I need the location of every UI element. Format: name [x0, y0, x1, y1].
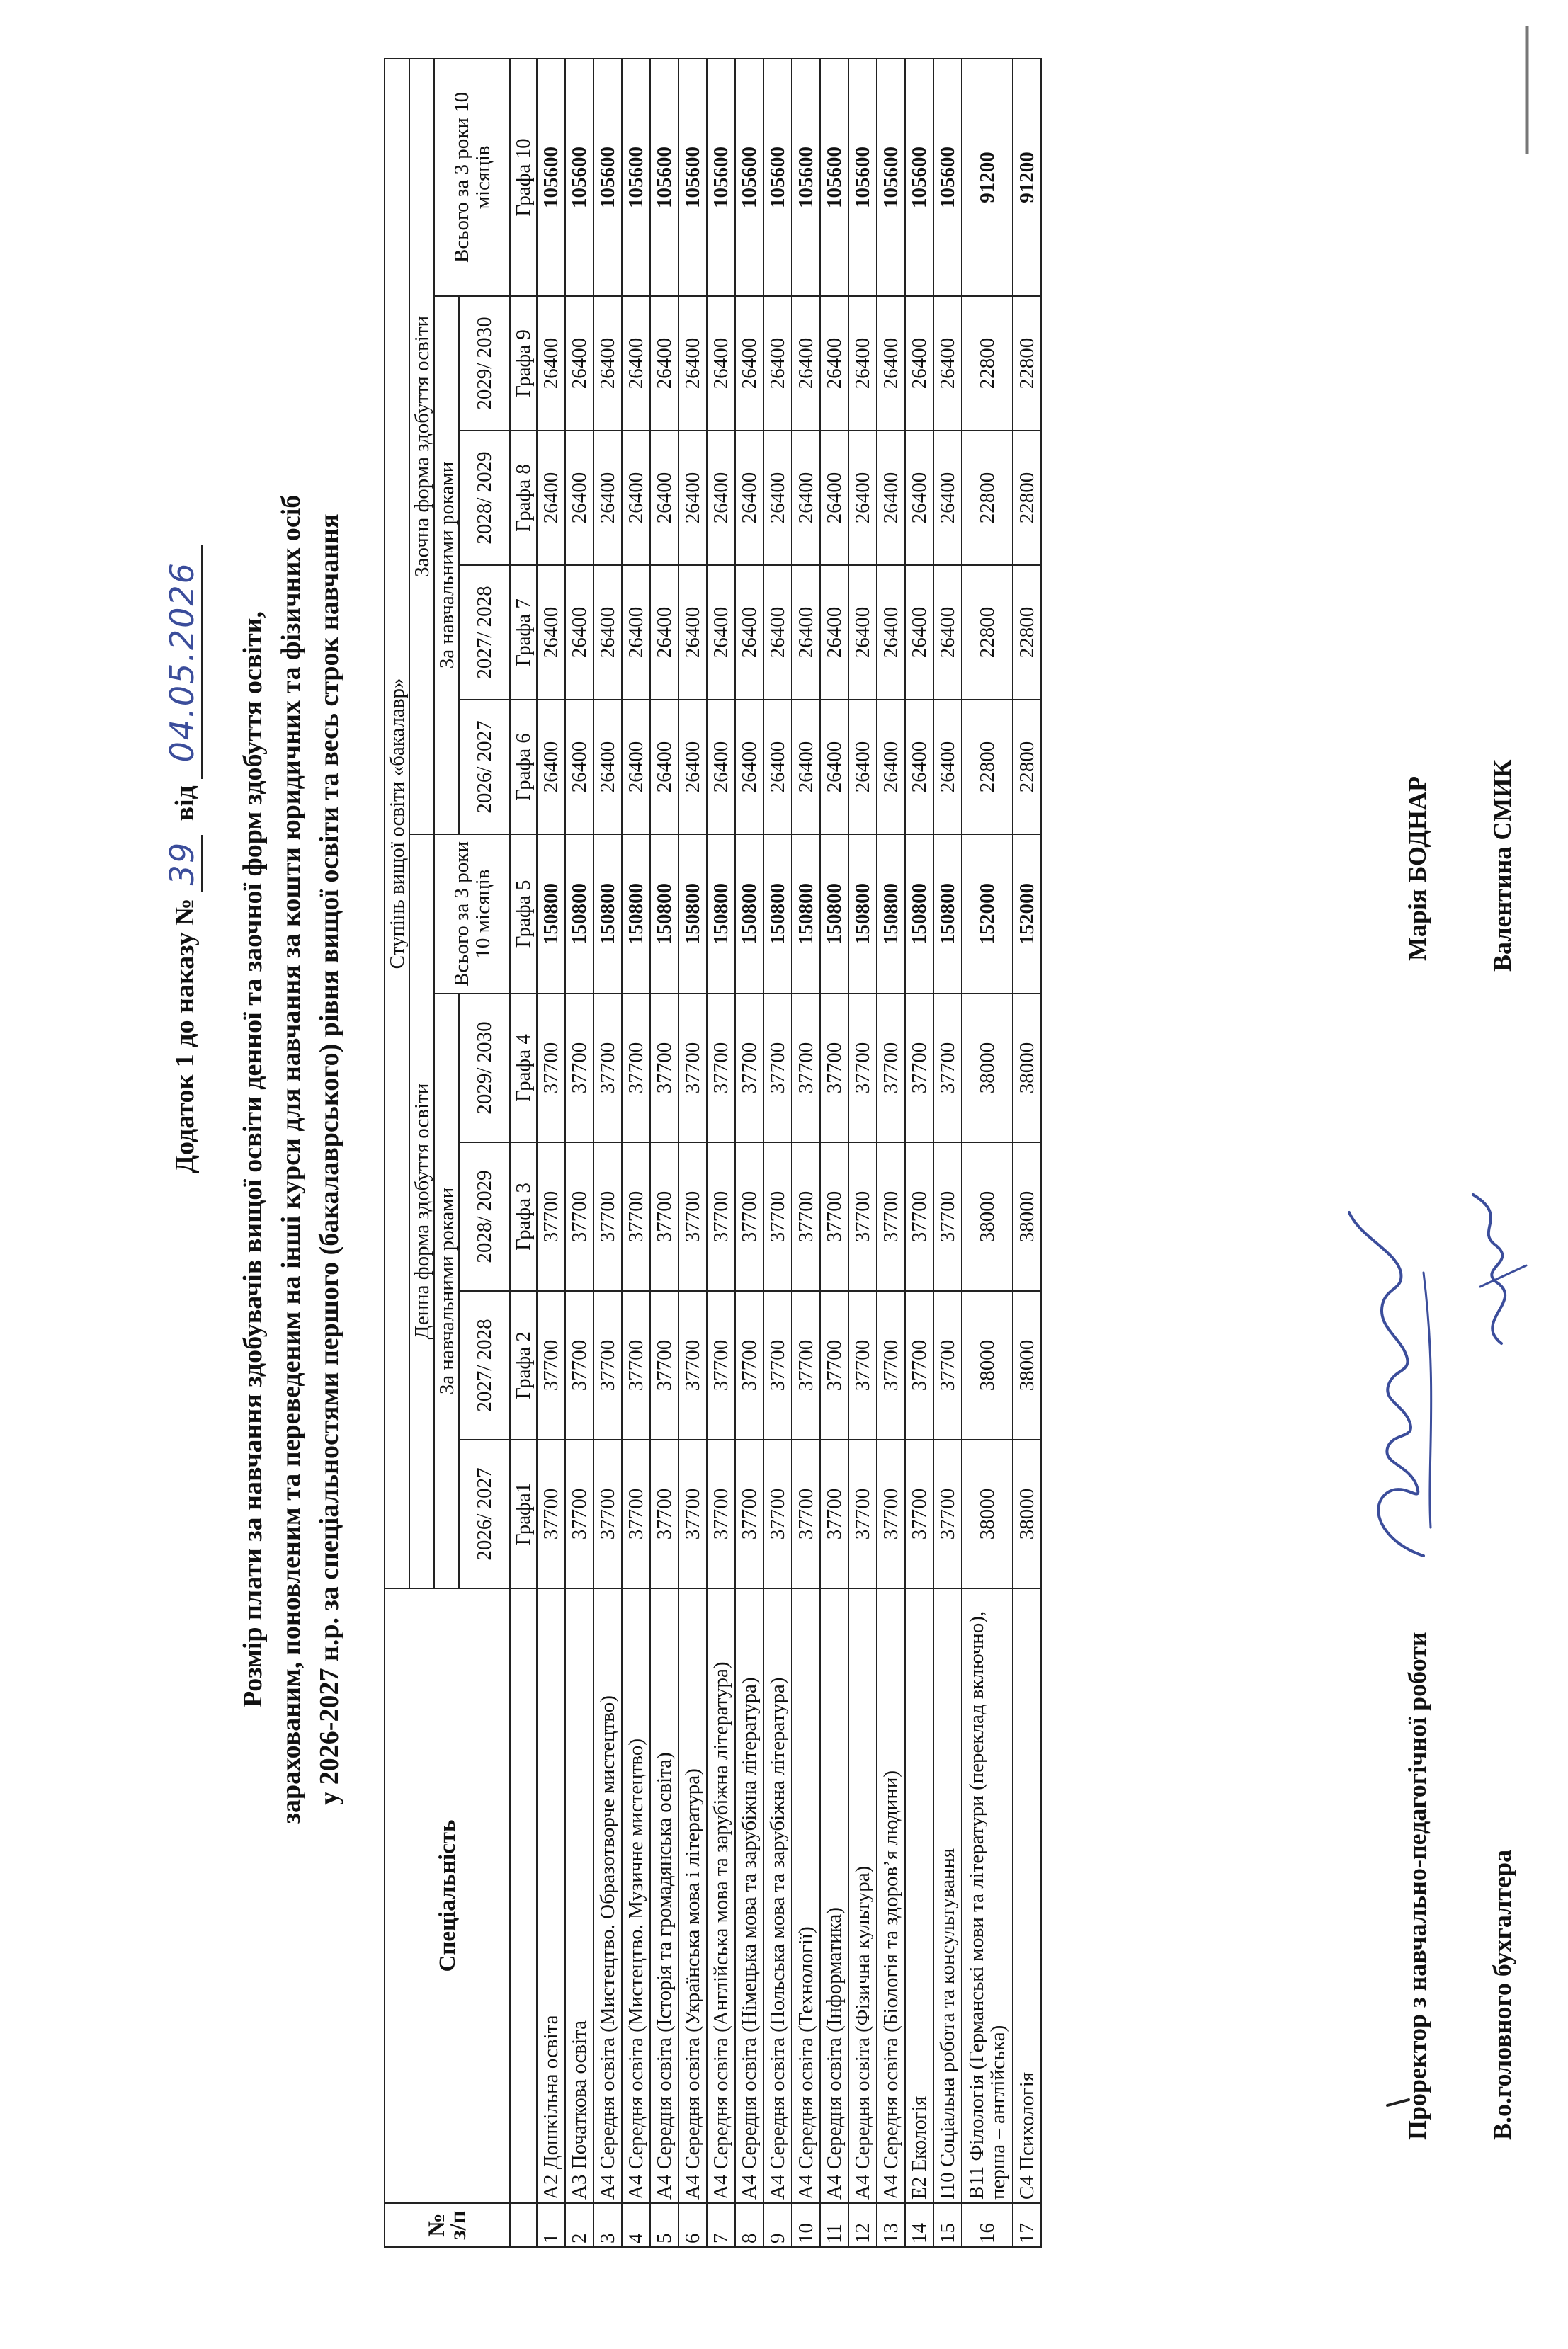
- row-total-cell: 105600: [650, 59, 678, 296]
- row-fee-cell: 37700: [593, 994, 622, 1142]
- row-fee-cell: 38000: [1013, 1440, 1041, 1588]
- row-number: 12: [848, 2203, 877, 2247]
- row-fee-cell: 37700: [622, 994, 650, 1142]
- date-prefix: від: [170, 785, 200, 821]
- row-fee-cell: 37700: [877, 1440, 905, 1588]
- row-fee-cell: 37700: [735, 994, 763, 1142]
- table-row: [678, 59, 707, 2247]
- grafa-cell: Графа 9: [510, 296, 537, 431]
- row-fee-cell: 26400: [763, 700, 792, 834]
- row-fee-cell: 37700: [820, 1142, 848, 1291]
- row-fee-cell: 37700: [848, 1440, 877, 1588]
- row-total-cell: 150800: [537, 834, 565, 994]
- row-total-cell: 150800: [707, 834, 735, 994]
- year-cell: 2026/ 2027: [459, 700, 510, 834]
- grafa-cell: Графа1: [510, 1440, 537, 1588]
- row-fee-cell: 26400: [877, 431, 905, 565]
- header-row-grafa: [510, 59, 537, 2247]
- row-fee-cell: 26400: [735, 565, 763, 700]
- vice-rector-signature: [1339, 1202, 1459, 1570]
- row-fee-cell: 37700: [792, 1440, 820, 1588]
- row-total-cell: 105600: [678, 59, 707, 296]
- row-fee-cell: 26400: [593, 565, 622, 700]
- row-fee-cell: 26400: [678, 431, 707, 565]
- row-fee-cell: 26400: [678, 296, 707, 431]
- row-specialty: Е2 Екологія: [905, 1588, 933, 2203]
- row-fee-cell: 37700: [593, 1291, 622, 1440]
- row-fee-cell: 26400: [792, 431, 820, 565]
- row-fee-cell: 26400: [933, 700, 962, 834]
- order-number: 39: [163, 841, 201, 886]
- row-total-cell: 150800: [877, 834, 905, 994]
- row-fee-cell: 38000: [1013, 1142, 1041, 1291]
- grafa-cell: Графа 5: [510, 834, 537, 994]
- row-fee-cell: 26400: [678, 565, 707, 700]
- row-fee-cell: 26400: [678, 700, 707, 834]
- row-fee-cell: 37700: [877, 1291, 905, 1440]
- row-fee-cell: 26400: [763, 431, 792, 565]
- row-fee-cell: 37700: [792, 994, 820, 1142]
- row-total-cell: 105600: [820, 59, 848, 296]
- row-fee-cell: 37700: [735, 1142, 763, 1291]
- row-total-cell: 152000: [1013, 834, 1041, 994]
- row-fee-cell: 26400: [565, 565, 593, 700]
- row-total-cell: 150800: [565, 834, 593, 994]
- header-full-time-total: Всього за 3 роки 10 місяців: [434, 834, 510, 994]
- year-cell: 2029/ 2030: [459, 296, 510, 431]
- row-specialty: А4 Середня освіта (Польська мова та зарубіжна література): [763, 1588, 792, 2203]
- grafa-cell: Графа 3: [510, 1142, 537, 1291]
- row-fee-cell: 37700: [905, 1440, 933, 1588]
- table-body: [537, 59, 1041, 2247]
- table-row: [905, 59, 933, 2247]
- title-line-2: зарахованим, поновленим та переведеним на інші курси для навчання за кошти юридичних та фізичних осіб: [276, 494, 306, 1824]
- row-fee-cell: 26400: [763, 296, 792, 431]
- row-fee-cell: 37700: [593, 1440, 622, 1588]
- row-total-cell: 105600: [622, 59, 650, 296]
- vice-rector-title: Проректор з навчально-педагогічної роботи: [1403, 1632, 1431, 2140]
- row-specialty: А4 Середня освіта (Технології): [792, 1588, 820, 2203]
- row-fee-cell: 26400: [763, 565, 792, 700]
- row-number: 8: [735, 2203, 763, 2247]
- header-specialty: Спеціальність: [385, 1588, 510, 2203]
- row-total-cell: 150800: [792, 834, 820, 994]
- row-total-cell: 105600: [763, 59, 792, 296]
- year-cell: 2027/ 2028: [459, 565, 510, 700]
- row-fee-cell: 22800: [962, 700, 1013, 834]
- row-fee-cell: 26400: [565, 296, 593, 431]
- row-fee-cell: 26400: [707, 700, 735, 834]
- row-number: 4: [622, 2203, 650, 2247]
- row-fee-cell: 37700: [933, 994, 962, 1142]
- row-fee-cell: 26400: [537, 565, 565, 700]
- row-fee-cell: 37700: [565, 994, 593, 1142]
- header-full-time-by-years: За навчальними роками: [434, 994, 459, 1588]
- row-fee-cell: 37700: [820, 994, 848, 1142]
- header-part-time: Заочна форма здобуття освіти: [409, 59, 434, 834]
- row-total-cell: 105600: [537, 59, 565, 296]
- row-number: 9: [763, 2203, 792, 2247]
- row-fee-cell: 22800: [962, 565, 1013, 700]
- row-specialty: І10 Соціальна робота та консультування: [933, 1588, 962, 2203]
- row-fee-cell: 26400: [792, 296, 820, 431]
- annex-header: [163, 26, 203, 1173]
- row-fee-cell: 38000: [962, 994, 1013, 1142]
- row-fee-cell: 37700: [933, 1440, 962, 1588]
- row-fee-cell: 26400: [650, 565, 678, 700]
- row-fee-cell: 26400: [565, 431, 593, 565]
- row-total-cell: 105600: [848, 59, 877, 296]
- row-fee-cell: 37700: [820, 1440, 848, 1588]
- vice-rector-name: Марія БОДНАР: [1403, 776, 1431, 961]
- year-cell: 2026/ 2027: [459, 1440, 510, 1588]
- row-fee-cell: 26400: [933, 296, 962, 431]
- row-fee-cell: 22800: [1013, 700, 1041, 834]
- accountant-name: Валентина СМИК: [1488, 759, 1516, 972]
- header-degree: Ступінь вищої освіти «бакалавр»: [385, 59, 409, 1588]
- row-fee-cell: 37700: [792, 1291, 820, 1440]
- table-row: [622, 59, 650, 2247]
- row-fee-cell: 37700: [707, 1440, 735, 1588]
- row-fee-cell: 26400: [905, 296, 933, 431]
- row-specialty: А4 Середня освіта (Англійська мова та зарубіжна література): [707, 1588, 735, 2203]
- row-fee-cell: 26400: [707, 565, 735, 700]
- row-fee-cell: 37700: [707, 1291, 735, 1440]
- row-fee-cell: 37700: [593, 1142, 622, 1291]
- row-fee-cell: 26400: [905, 700, 933, 834]
- grafa-empty: [510, 1588, 537, 2203]
- order-date: 04.05.2026: [163, 562, 201, 763]
- row-fee-cell: 37700: [763, 1440, 792, 1588]
- row-fee-cell: 26400: [848, 431, 877, 565]
- row-fee-cell: 37700: [650, 1440, 678, 1588]
- table-row: [763, 59, 792, 2247]
- row-fee-cell: 22800: [962, 296, 1013, 431]
- row-specialty: А4 Середня освіта (Мистецтво. Образотворче мистецтво): [593, 1588, 622, 2203]
- row-fee-cell: 26400: [537, 296, 565, 431]
- pen-tick-mark: [1385, 2094, 1413, 2108]
- row-fee-cell: 37700: [678, 1440, 707, 1588]
- header-part-time-by-years: За навчальними роками: [434, 296, 459, 834]
- annex-prefix: Додаток 1 до наказу №: [170, 898, 200, 1173]
- row-specialty: А4 Середня освіта (Фізична культура): [848, 1588, 877, 2203]
- row-fee-cell: 37700: [537, 994, 565, 1142]
- table-row: [1013, 59, 1041, 2247]
- row-fee-cell: 37700: [650, 1142, 678, 1291]
- row-fee-cell: 37700: [537, 1142, 565, 1291]
- row-number: 17: [1013, 2203, 1041, 2247]
- row-fee-cell: 26400: [707, 431, 735, 565]
- row-fee-cell: 26400: [593, 296, 622, 431]
- table-row: [565, 59, 593, 2247]
- row-fee-cell: 26400: [848, 296, 877, 431]
- tuition-fee-table: [384, 58, 1042, 2248]
- row-fee-cell: 37700: [622, 1142, 650, 1291]
- table-row: [593, 59, 622, 2247]
- row-total-cell: 150800: [735, 834, 763, 994]
- row-number: 6: [678, 2203, 707, 2247]
- row-fee-cell: 37700: [792, 1142, 820, 1291]
- row-fee-cell: 26400: [877, 296, 905, 431]
- table-row: [707, 59, 735, 2247]
- row-number: 5: [650, 2203, 678, 2247]
- row-total-cell: 91200: [1013, 59, 1041, 296]
- row-fee-cell: 26400: [933, 565, 962, 700]
- row-fee-cell: 26400: [622, 296, 650, 431]
- table-row: [650, 59, 678, 2247]
- accountant-title: В.о.головного бухгалтера: [1488, 1849, 1516, 2140]
- row-total-cell: 150800: [848, 834, 877, 994]
- row-specialty: А4 Середня освіта (Біологія та здоров’я людини): [877, 1588, 905, 2203]
- accountant-signature: [1459, 1188, 1537, 1350]
- row-fee-cell: 37700: [848, 1142, 877, 1291]
- row-specialty: А4 Середня освіта (Інформатика): [820, 1588, 848, 2203]
- row-total-cell: 152000: [962, 834, 1013, 994]
- row-fee-cell: 37700: [763, 1142, 792, 1291]
- row-specialty: А4 Середня освіта (Мистецтво. Музичне мистецтво): [622, 1588, 650, 2203]
- row-number: 15: [933, 2203, 962, 2247]
- row-total-cell: 150800: [763, 834, 792, 994]
- row-fee-cell: 37700: [565, 1142, 593, 1291]
- row-fee-cell: 38000: [962, 1440, 1013, 1588]
- header-full-time: Денна форма здобуття освіти: [409, 834, 434, 1588]
- row-fee-cell: 22800: [1013, 565, 1041, 700]
- row-total-cell: 105600: [905, 59, 933, 296]
- row-fee-cell: 38000: [962, 1142, 1013, 1291]
- table-row: [877, 59, 905, 2247]
- table-row: [537, 59, 565, 2247]
- grafa-cell: Графа 8: [510, 431, 537, 565]
- row-fee-cell: 37700: [848, 1291, 877, 1440]
- row-fee-cell: 26400: [593, 700, 622, 834]
- row-fee-cell: 26400: [622, 700, 650, 834]
- table-row: [735, 59, 763, 2247]
- row-fee-cell: 37700: [905, 1142, 933, 1291]
- row-number: 3: [593, 2203, 622, 2247]
- row-fee-cell: 37700: [622, 1440, 650, 1588]
- row-total-cell: 150800: [678, 834, 707, 994]
- row-total-cell: 105600: [735, 59, 763, 296]
- row-fee-cell: 26400: [593, 431, 622, 565]
- row-fee-cell: 26400: [933, 431, 962, 565]
- row-total-cell: 105600: [792, 59, 820, 296]
- table-row: [962, 59, 1013, 2247]
- row-total-cell: 150800: [593, 834, 622, 994]
- row-specialty: А3 Початкова освіта: [565, 1588, 593, 2203]
- row-total-cell: 150800: [650, 834, 678, 994]
- row-fee-cell: 26400: [877, 700, 905, 834]
- row-fee-cell: 37700: [735, 1440, 763, 1588]
- row-number: 11: [820, 2203, 848, 2247]
- row-fee-cell: 37700: [820, 1291, 848, 1440]
- row-number: 1: [537, 2203, 565, 2247]
- row-total-cell: 105600: [707, 59, 735, 296]
- row-total-cell: 105600: [877, 59, 905, 296]
- title-line-3: у 2026-2027 н.р. за спеціальностями першого (бакалаврського) рівня вищої освіти та весь строк навчання: [314, 513, 344, 1805]
- row-fee-cell: 26400: [820, 296, 848, 431]
- row-number: 10: [792, 2203, 820, 2247]
- grafa-cell: Графа 4: [510, 994, 537, 1142]
- document-title: [234, 140, 348, 2179]
- row-fee-cell: 37700: [905, 1291, 933, 1440]
- row-fee-cell: 37700: [735, 1291, 763, 1440]
- row-fee-cell: 26400: [905, 431, 933, 565]
- row-number: 2: [565, 2203, 593, 2247]
- table-row: [792, 59, 820, 2247]
- row-total-cell: 150800: [905, 834, 933, 994]
- row-fee-cell: 37700: [537, 1440, 565, 1588]
- row-fee-cell: 37700: [933, 1291, 962, 1440]
- row-specialty: В11 Філологія (Германські мови та літератури (переклад включно), перша – англійська): [962, 1588, 1013, 2203]
- row-fee-cell: 22800: [1013, 431, 1041, 565]
- row-fee-cell: 26400: [820, 565, 848, 700]
- row-total-cell: 105600: [933, 59, 962, 296]
- header-num: № з/п: [385, 2203, 510, 2247]
- table-row: [820, 59, 848, 2247]
- row-fee-cell: 37700: [707, 994, 735, 1142]
- order-number-field: [163, 835, 203, 892]
- row-fee-cell: 37700: [877, 1142, 905, 1291]
- row-number: 7: [707, 2203, 735, 2247]
- scan-edge-mark: [1523, 26, 1531, 154]
- row-fee-cell: 37700: [905, 994, 933, 1142]
- grafa-cell: Графа 2: [510, 1291, 537, 1440]
- row-fee-cell: 37700: [678, 994, 707, 1142]
- row-fee-cell: 37700: [763, 1291, 792, 1440]
- row-fee-cell: 26400: [792, 700, 820, 834]
- row-fee-cell: 26400: [735, 431, 763, 565]
- row-fee-cell: 26400: [565, 700, 593, 834]
- row-fee-cell: 26400: [707, 296, 735, 431]
- row-fee-cell: 26400: [735, 296, 763, 431]
- table-row: [933, 59, 962, 2247]
- row-number: 13: [877, 2203, 905, 2247]
- row-fee-cell: 26400: [820, 700, 848, 834]
- row-fee-cell: 37700: [848, 994, 877, 1142]
- row-specialty: А4 Середня освіта (Історія та громадянська освіта): [650, 1588, 678, 2203]
- row-fee-cell: 26400: [650, 296, 678, 431]
- row-fee-cell: 37700: [678, 1291, 707, 1440]
- year-cell: 2029/ 2030: [459, 994, 510, 1142]
- row-fee-cell: 38000: [1013, 994, 1041, 1142]
- row-fee-cell: 37700: [650, 1291, 678, 1440]
- row-fee-cell: 37700: [622, 1291, 650, 1440]
- row-fee-cell: 26400: [537, 431, 565, 565]
- row-fee-cell: 37700: [933, 1142, 962, 1291]
- grafa-cell: Графа 6: [510, 700, 537, 834]
- year-cell: 2027/ 2028: [459, 1291, 510, 1440]
- row-fee-cell: 37700: [763, 994, 792, 1142]
- row-fee-cell: 37700: [565, 1291, 593, 1440]
- row-total-cell: 150800: [933, 834, 962, 994]
- row-total-cell: 105600: [565, 59, 593, 296]
- row-specialty: А2 Дошкільна освіта: [537, 1588, 565, 2203]
- row-fee-cell: 37700: [707, 1142, 735, 1291]
- row-number: 14: [905, 2203, 933, 2247]
- row-fee-cell: 26400: [622, 565, 650, 700]
- row-fee-cell: 26400: [735, 700, 763, 834]
- row-fee-cell: 26400: [792, 565, 820, 700]
- row-fee-cell: 37700: [650, 994, 678, 1142]
- header-row-degree: [385, 59, 409, 2247]
- row-fee-cell: 37700: [678, 1142, 707, 1291]
- row-specialty: С4 Психологія: [1013, 1588, 1041, 2203]
- row-fee-cell: 38000: [1013, 1291, 1041, 1440]
- row-total-cell: 150800: [820, 834, 848, 994]
- row-fee-cell: 26400: [905, 565, 933, 700]
- grafa-cell: Графа 7: [510, 565, 537, 700]
- year-cell: 2028/ 2029: [459, 1142, 510, 1291]
- row-fee-cell: 37700: [565, 1440, 593, 1588]
- order-date-field: [163, 545, 203, 779]
- row-fee-cell: 22800: [962, 431, 1013, 565]
- row-fee-cell: 26400: [877, 565, 905, 700]
- row-fee-cell: 26400: [650, 700, 678, 834]
- header-part-time-total: Всього за 3 роки 10 місяців: [434, 59, 510, 296]
- row-total-cell: 105600: [593, 59, 622, 296]
- row-number: 16: [962, 2203, 1013, 2247]
- grafa-cell: Графа 10: [510, 59, 537, 296]
- grafa-empty: [510, 2203, 537, 2247]
- row-fee-cell: 37700: [877, 994, 905, 1142]
- table-row: [848, 59, 877, 2247]
- row-specialty: А4 Середня освіта (Німецька мова та зарубіжна література): [735, 1588, 763, 2203]
- row-fee-cell: 26400: [848, 700, 877, 834]
- row-fee-cell: 26400: [537, 700, 565, 834]
- row-specialty: А4 Середня освіта (Українська мова і література): [678, 1588, 707, 2203]
- title-line-1: Розмір плати за навчання здобувачів вищої освіти денної та заочної форм здобуття освіти,: [238, 610, 268, 1708]
- year-cell: 2028/ 2029: [459, 431, 510, 565]
- row-fee-cell: 22800: [1013, 296, 1041, 431]
- row-fee-cell: 38000: [962, 1291, 1013, 1440]
- row-fee-cell: 26400: [848, 565, 877, 700]
- row-fee-cell: 37700: [537, 1291, 565, 1440]
- row-fee-cell: 26400: [622, 431, 650, 565]
- row-total-cell: 91200: [962, 59, 1013, 296]
- row-total-cell: 150800: [622, 834, 650, 994]
- row-fee-cell: 26400: [820, 431, 848, 565]
- row-fee-cell: 26400: [650, 431, 678, 565]
